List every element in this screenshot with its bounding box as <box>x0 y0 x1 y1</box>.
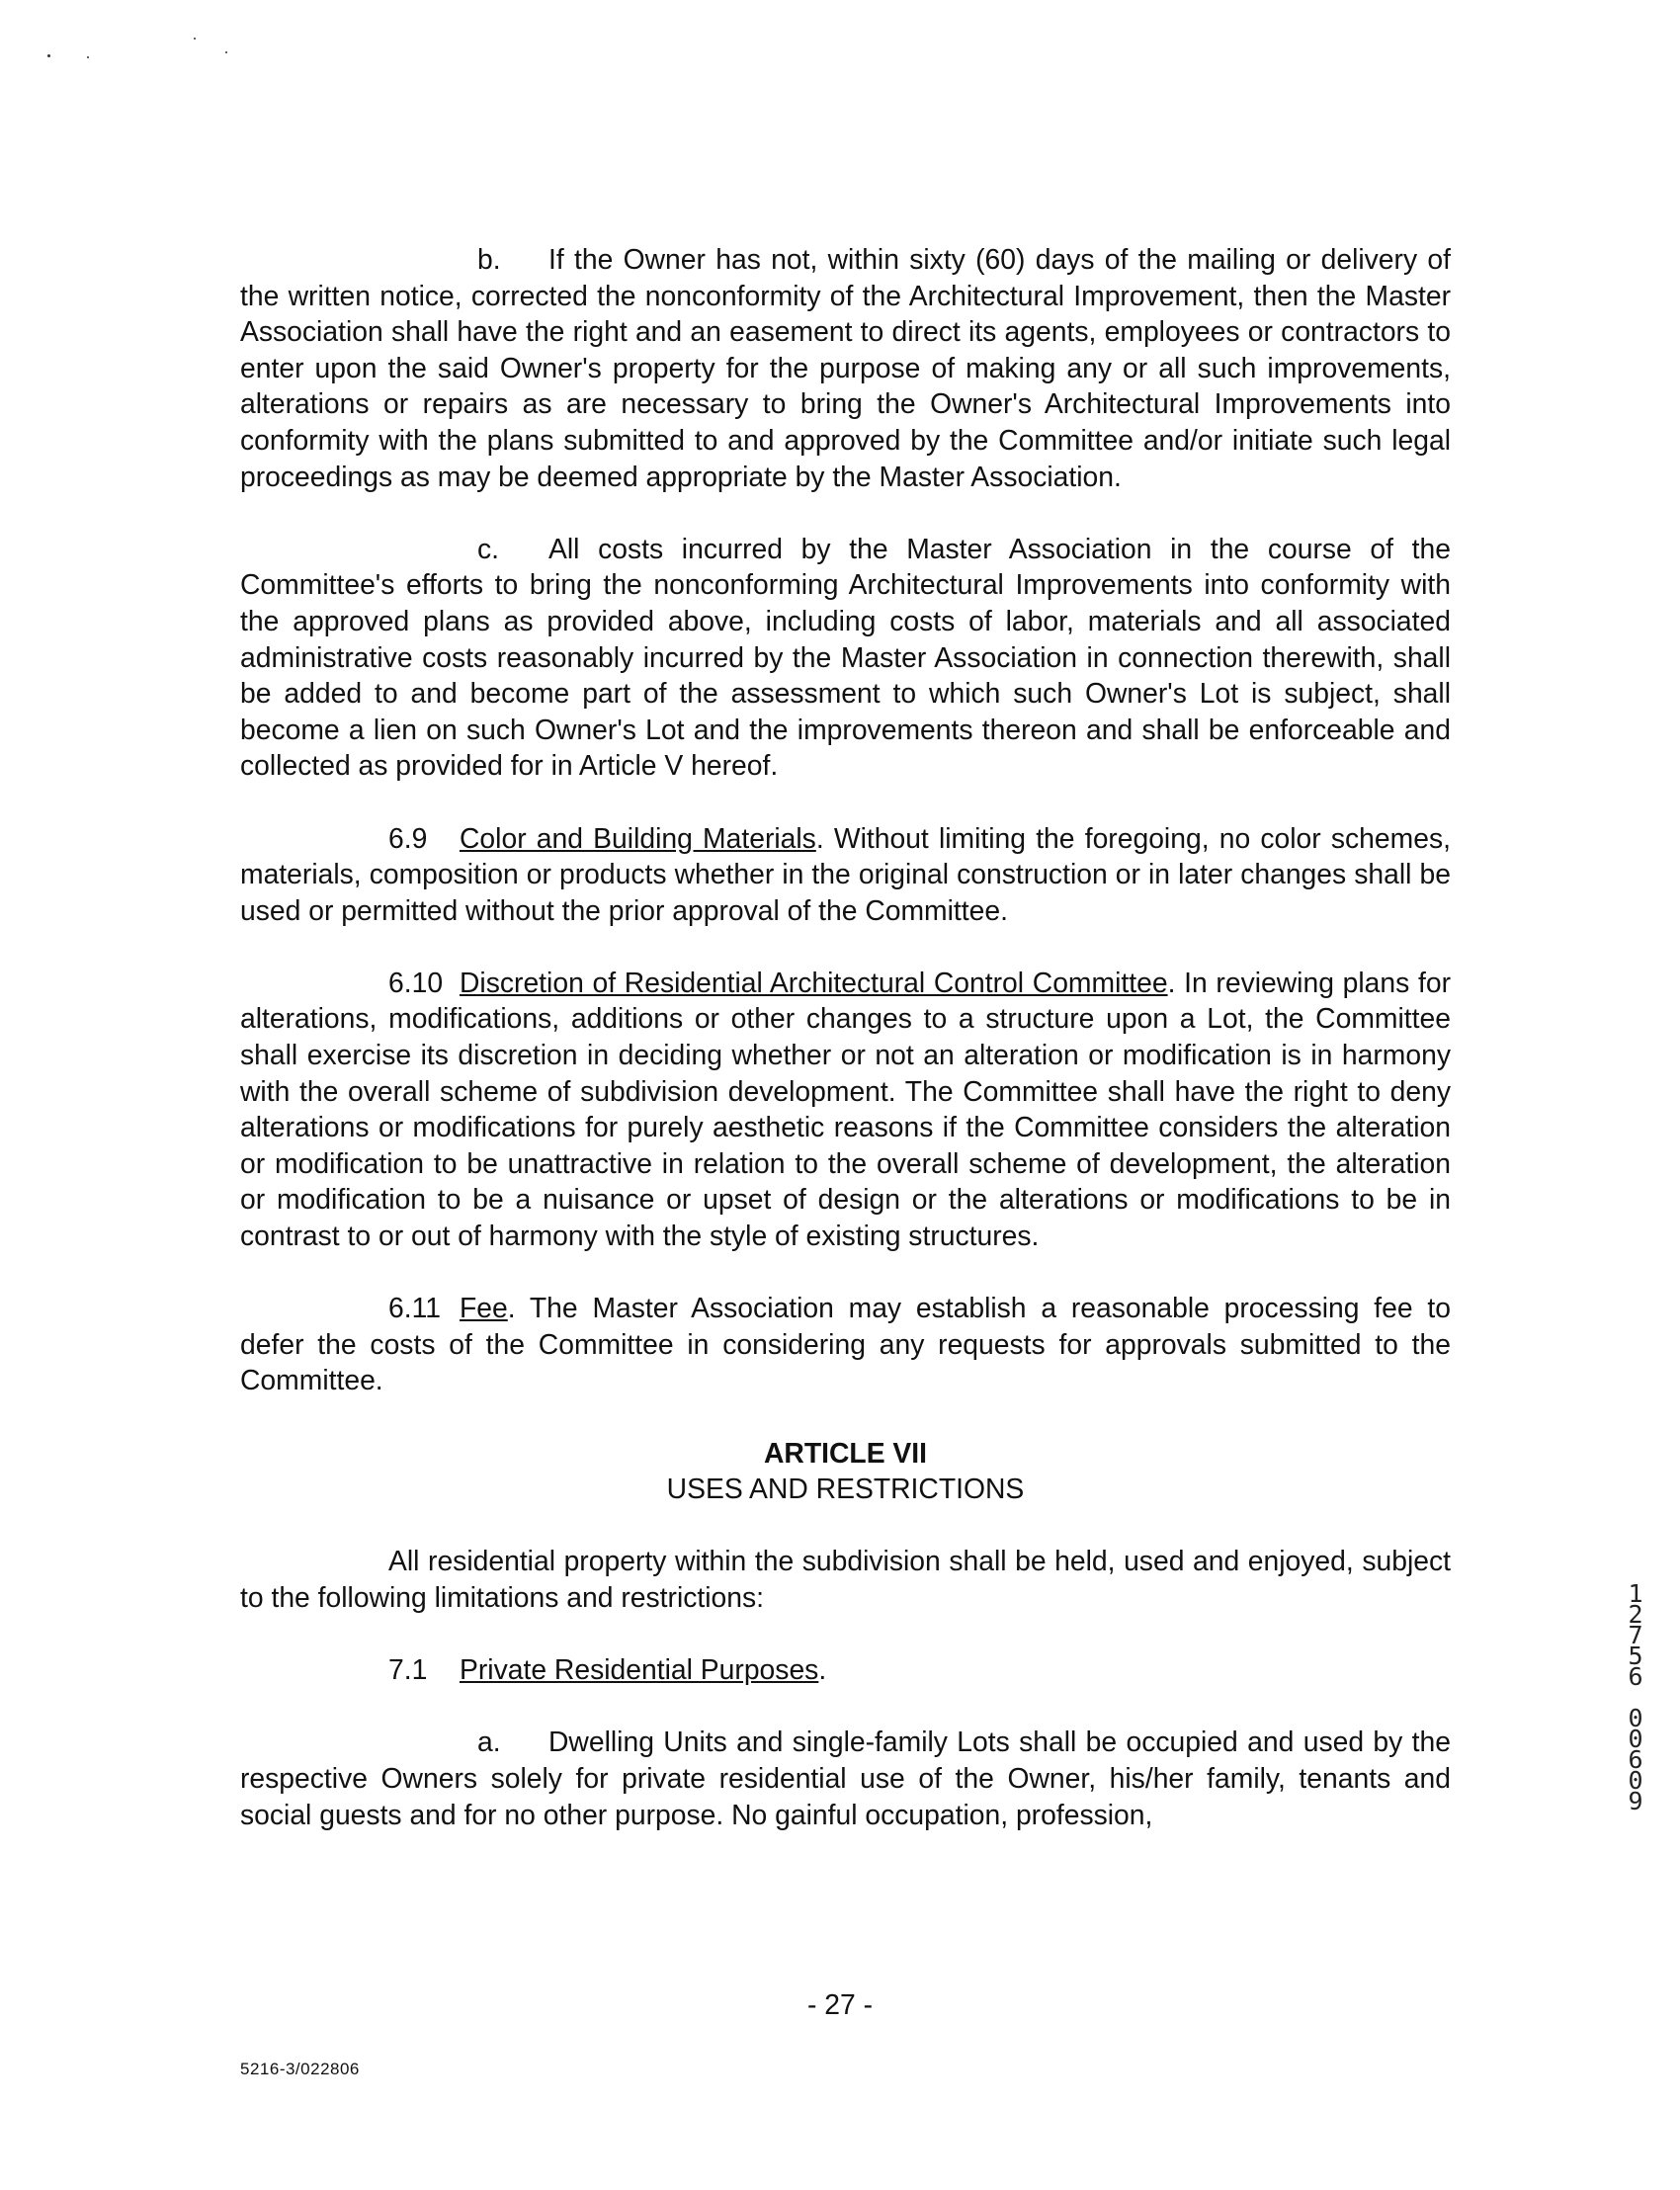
paragraph-text: Dwelling Units and single-family Lots shall be occupied and used by the respective Owners solely for private residential use of the Owner, his/her family, tenants and social guests and for no other purpose. No gainful occupation, profession, <box>240 1726 1451 1830</box>
section-text: . <box>818 1653 827 1686</box>
article-subtitle: USES AND RESTRICTIONS <box>666 1473 1025 1505</box>
paragraph-marker: b. <box>477 243 501 275</box>
margin-digit: 6 <box>1628 1662 1643 1691</box>
paragraph-text: All residential property within the subdivision shall be held, used and enjoyed, subject to the following limitations and restrictions: <box>240 1545 1451 1613</box>
margin-digit: 5 <box>1628 1642 1643 1670</box>
paragraph-b <box>240 241 1451 494</box>
section-text: . In reviewing plans for alterations, modifications, additions or other changes to a structure upon a Lot, the Committee shall exercise its discretion in deciding whether or not an alteration or modification is in harmony with the overall scheme of subdivision development. The Committee shall have the right to deny alterations or modifications for purely aesthetic reasons if the Committee considers the alteration or modification to be unattractive in relation to the overall scheme of development, the alteration or modification to be a nuisance or upset of design or the alterations or modifications to be in contrast to or out of harmony with the style of existing structures. <box>240 966 1451 1252</box>
paragraph-text: All costs incurred by the Master Association in the course of the Committee's efforts to bring the nonconforming Architectural Improvements into conformity with the approved plans as provided above, including costs of labor, materials and all associated administrative costs reasonably incurred by the Master Association in connection therewith, shall be added to and become part of the assessment to which such Owner's Lot is subject, shall become a lien on such Owner's Lot and the improvements thereon and shall be enforceable and collected as provided for in Article V hereof. <box>240 532 1451 782</box>
margin-record-number <box>1621 1579 1650 1815</box>
document-body <box>240 241 1451 1869</box>
paragraph-text: If the Owner has not, within sixty (60) days of the mailing or delivery of the written notice, corrected the nonconformity of the Architectural Improvement, then the Master Association shall have the right and an easement to direct its agents, employees or contractors to enter upon the said Owner's property for the purpose of making any or all such improvements, alterations or repairs as are necessary to bring the Owner's Architectural Improvements into conformity with the plans submitted to and approved by the Committee and/or initiate such legal proceedings as may be deemed appropriate by the Master Association. <box>240 243 1451 492</box>
paragraph-marker: c. <box>477 532 500 564</box>
section-heading: Color and Building Materials <box>460 821 816 854</box>
margin-digit: 0 <box>1628 1725 1643 1753</box>
document-code: 5216-3/022806 <box>240 2060 360 2078</box>
article-intro <box>240 1543 1451 1615</box>
section-number: 7.1 <box>388 1653 428 1686</box>
section-number: 6.10 <box>388 966 444 998</box>
paragraph-c <box>240 531 1451 784</box>
section-6-11 <box>240 1290 1451 1398</box>
scan-speck <box>47 54 50 57</box>
margin-digit: 6 <box>1628 1745 1643 1774</box>
section-number: 6.9 <box>388 821 428 854</box>
paragraph-marker: a. <box>477 1726 501 1758</box>
margin-digit: 2 <box>1628 1600 1643 1629</box>
section-number: 6.11 <box>388 1292 441 1324</box>
section-7-1 <box>240 1651 1451 1688</box>
section-6-10 <box>240 965 1451 1254</box>
article-title: ARTICLE VII <box>763 1436 928 1469</box>
margin-digit: 0 <box>1628 1766 1643 1795</box>
scan-speck <box>194 38 196 40</box>
section-heading: Discretion of Residential Architectural Control Committee <box>460 966 1168 998</box>
margin-digit: 0 <box>1628 1704 1643 1732</box>
page-number: - 27 - <box>806 1988 874 2020</box>
margin-digit: 9 <box>1628 1787 1643 1815</box>
margin-digit: 1 <box>1628 1579 1643 1608</box>
scan-speck <box>87 56 89 58</box>
paragraph-a <box>240 1724 1451 1832</box>
margin-digit: 7 <box>1628 1621 1643 1649</box>
section-heading: Fee <box>460 1292 508 1324</box>
section-text: . Without limiting the foregoing, no color schemes, materials, composition or products whether in the original construction or in later changes shall be used or permitted without the prior approval of the Committee. <box>240 821 1451 926</box>
section-6-9 <box>240 820 1451 929</box>
section-heading: Private Residential Purposes <box>460 1653 819 1686</box>
section-text: . The Master Association may establish a reasonable processing fee to defer the costs of the Committee in considering any requests for approvals submitted to the Committee. <box>240 1292 1451 1396</box>
scan-speck <box>225 51 227 53</box>
